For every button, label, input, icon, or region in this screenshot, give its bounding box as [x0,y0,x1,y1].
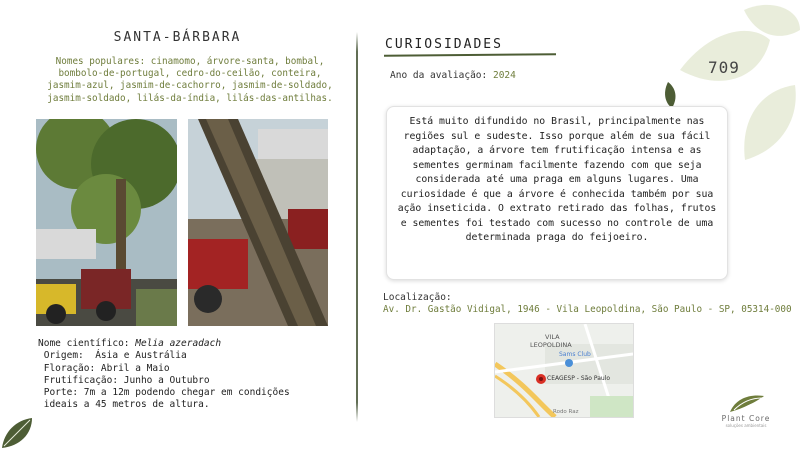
curiosities-box [386,106,728,280]
origin-row: Origem: Ásia e Austrália [38,350,187,362]
curiosities-underline [384,53,556,57]
tree-facts [38,338,290,412]
map-district-line2: LEOPOLDINA [530,341,572,349]
column-divider [356,32,358,422]
logo-name: Plant Core [721,414,771,423]
scientific-name-row [38,338,290,350]
popular-names: Nomes populares: cinamomo, árvore-santa, bombal, bombolo-de-portugal, cedro-do-ceilão, conteira, jasmim-azul, jasmim-de-cachorro, jasmim-de-soldado, jasmim-soldado, lilás-da-índia, lilás-das-antilhas. [47,56,333,104]
curiosities-text: Está muito difundido no Brasil, principalmente nas regiões sul e sudeste. Isso porque além de sua fácil adaptação, a árvore tem frutificação intensa e as sementes germinam facilmente fazendo com que seja considerada até uma praga em alguns lugares. Uma curiosidade é que a árvore é conhecida também por sua ação inseticida. O extrato retirado das folhas, frutos e sementes foi testado com sucesso no controle de uma determinada praga do feijoeiro. [397,116,717,243]
map-district-line1: VILA [545,333,560,341]
logo-tagline: soluções ambientais [725,423,767,428]
leaf-corner-icon [0,414,36,450]
tree-number: 709 [708,58,740,77]
evaluation-year [390,70,516,81]
tree-photo-2 [188,119,328,326]
year-label: Ano da avaliação: [390,70,488,81]
flowering-row: Floração: Abril a Maio [38,362,170,374]
scientific-name-label: Nome científico: [38,338,130,349]
map-marker-label: CEAGESP - São Paulo [547,375,611,382]
year-value: 2024 [492,70,516,81]
location-label: Localização: [383,292,452,303]
tree-photo-1 [36,119,177,326]
tree-photo-1-illustration [36,119,177,326]
tree-photo-2-illustration [188,119,328,326]
location-address: Av. Dr. Gastão Vidigal, 1946 - Vila Leopoldina, São Paulo - SP, 05314-000 [383,304,792,315]
fruiting-row: Frutificação: Junho a Outubro [38,374,210,386]
map-illustration [495,324,633,417]
size-row-1: Porte: 7m a 12m podendo chegar em condições [38,387,290,399]
location-map[interactable] [494,323,634,418]
tree-name-title: SANTA-BÁRBARA [113,30,242,45]
map-road-label: Rodo Raz [553,409,579,415]
curiosities-title: CURIOSIDADES [385,37,503,52]
plant-core-logo-icon [728,392,766,414]
map-store-label: Sams Club [559,351,591,358]
size-row-2: ideais a 45 metros de altura. [38,399,210,411]
scientific-name-value: Melia azeradach [135,338,222,349]
